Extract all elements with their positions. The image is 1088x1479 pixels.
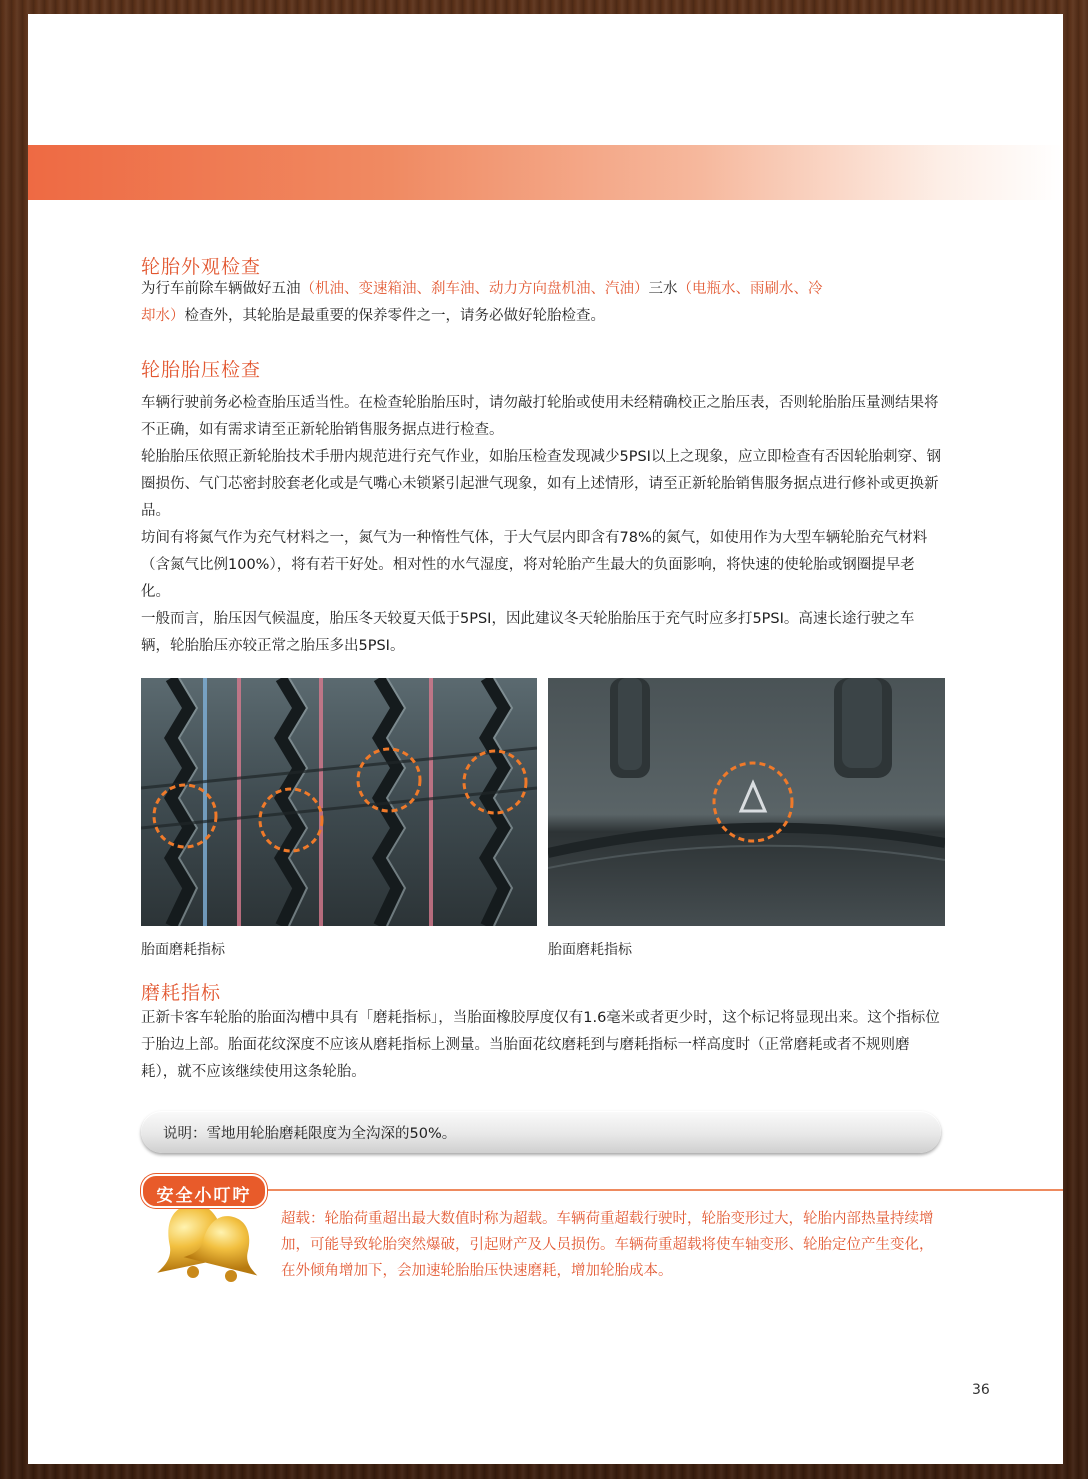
three-waters-highlight: （电瓶水、雨刷水、冷 bbox=[677, 281, 823, 297]
pressure-paragraph: 一般而言，胎压因气候温度，胎压冬天较夏天低于5PSI，因此建议冬天轮胎胎压于充气时应多打5PSI。高速长途行驶之车辆，轮胎胎压亦较正常之胎压多出5PSI。 bbox=[141, 611, 915, 654]
tread-photo bbox=[141, 678, 537, 926]
pressure-heading: 轮胎胎压检查 bbox=[141, 359, 262, 381]
wear-indicator-photo bbox=[548, 678, 945, 926]
appearance-text-end: 检查外，其轮胎是最重要的保养零件之一，请务必做好轮胎检查。 bbox=[184, 308, 605, 324]
pressure-text bbox=[141, 390, 941, 660]
photo-caption-right: 胎面磨耗指标 bbox=[548, 942, 632, 958]
photo-caption-left: 胎面磨耗指标 bbox=[141, 942, 225, 958]
appearance-text bbox=[141, 276, 941, 330]
page-number: 36 bbox=[972, 1382, 990, 1398]
pressure-paragraph: 坊间有将氮气作为充气材料之一，氮气为一种惰性气体，于大气层内即含有78%的氮气，如使用作为大型车辆轮胎充气材料（含氮气比例100%），将有若干好处。相对性的水气湿度，将对轮胎产生最大的负面影响，将快速的使轮胎或钢圈提早老化。 bbox=[141, 530, 928, 600]
pressure-paragraph: 车辆行驶前务必检查胎压适当性。在检查轮胎胎压时，请勿敲打轮胎或使用未经精确校正之胎压表，否则轮胎胎压量测结果将不正确，如有需求请至正新轮胎销售服务据点进行检查。 bbox=[141, 395, 939, 438]
header-band bbox=[28, 145, 1063, 200]
document-page bbox=[28, 14, 1063, 1464]
tip-divider bbox=[258, 1189, 1063, 1191]
safety-tip-title: 安全小叮咛 bbox=[156, 1186, 252, 1206]
wear-heading: 磨耗指标 bbox=[141, 982, 222, 1004]
note-text: 说明：雪地用轮胎磨耗限度为全沟深的50%。 bbox=[163, 1126, 457, 1142]
wear-text: 正新卡客车轮胎的胎面沟槽中具有「磨耗指标」，当胎面橡胶厚度仅有1.6毫米或者更少时，这个标记将显现出来。这个指标位于胎边上部。胎面花纹深度不应该从磨耗指标上测量。当胎面花纹磨耗到与磨耗指标一样高度时（正常磨耗或者不规则磨耗），就不应该继续使用这条轮胎。 bbox=[141, 1010, 940, 1080]
safety-tip-text: 超载：轮胎荷重超出最大数值时称为超载。车辆荷重超载行驶时，轮胎变形过大，轮胎内部热量持续增加，可能导致轮胎突然爆破，引起财产及人员损伤。车辆荷重超载将使车轴变形、轮胎定位产生变化，在外倾角增加下，会加速轮胎胎压快速磨耗，增加轮胎成本。 bbox=[281, 1211, 934, 1279]
safety-tip-badge bbox=[141, 1174, 267, 1208]
appearance-text-c: 三水 bbox=[648, 281, 678, 297]
five-oils-highlight: （机油、变速箱油、刹车油、动力方向盘机油、汽油） bbox=[300, 281, 649, 297]
snow-tire-note bbox=[141, 1111, 941, 1153]
appearance-text-a: 为行车前除车辆做好五油 bbox=[141, 281, 301, 297]
appearance-heading: 轮胎外观检查 bbox=[141, 256, 262, 278]
three-waters-highlight-end: 却水） bbox=[141, 308, 185, 324]
bell-icon bbox=[141, 1194, 271, 1288]
pressure-paragraph: 轮胎胎压依照正新轮胎技术手册内规范进行充气作业，如胎压检查发现减少5PSI以上之现象，应立即检查有否因轮胎刺穿、钢圈损伤、气门芯密封胶套老化或是气嘴心未锁紧引起泄气现象，如有上述情形，请至正新轮胎销售服务据点进行修补或更换新品。 bbox=[141, 449, 941, 519]
